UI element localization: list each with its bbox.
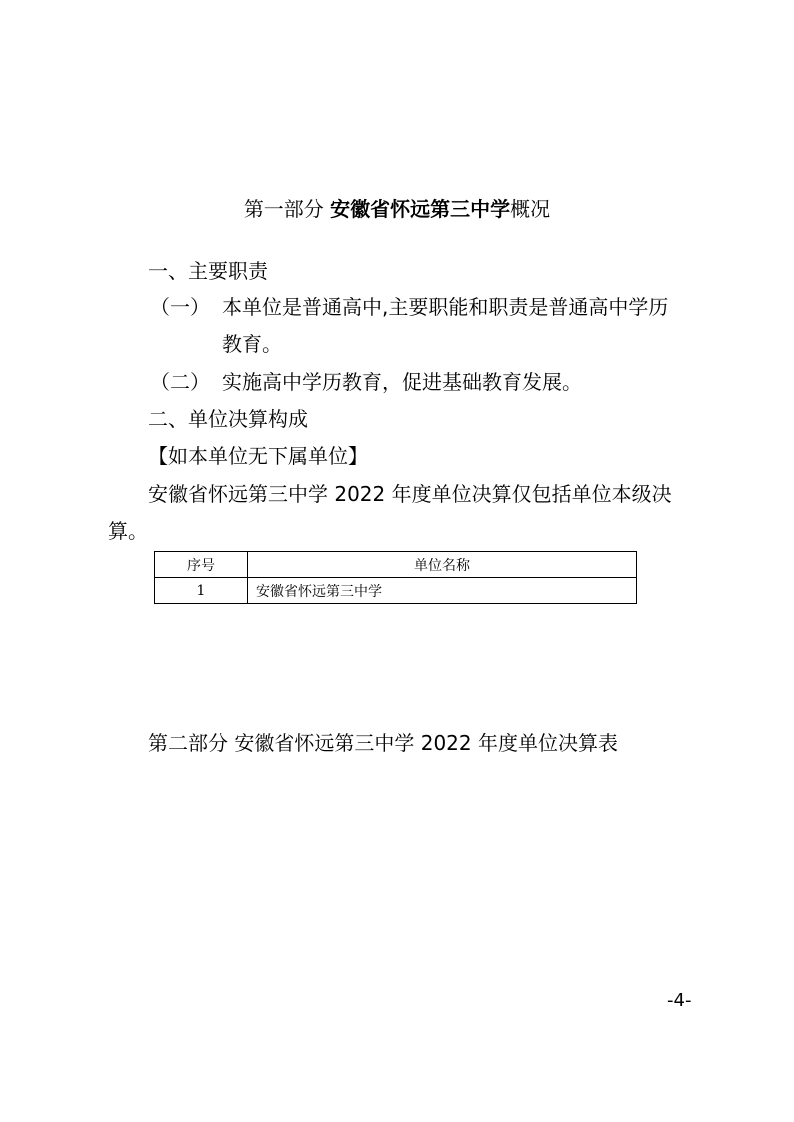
title-suffix: 概况 bbox=[510, 197, 551, 221]
duty-item-1-marker: （一） bbox=[150, 295, 210, 319]
table-cell-unit-name: 安徽省怀远第三中学 bbox=[248, 578, 637, 604]
table-header-unit-name: 单位名称 bbox=[248, 552, 637, 578]
page-title bbox=[0, 194, 794, 224]
section-heading-duties: 一、主要职责 bbox=[148, 259, 268, 283]
table-row bbox=[155, 578, 637, 604]
section-heading-composition: 二、单位决算构成 bbox=[148, 407, 308, 431]
duty-item-1-line-2: 教育。 bbox=[222, 332, 282, 356]
table-header-no: 序号 bbox=[155, 552, 248, 578]
title-prefix: 第一部分 bbox=[243, 197, 331, 221]
duty-item-1-line-1: 本单位是普通高中,主要职能和职责是普通高中学历 bbox=[222, 295, 669, 319]
title-unit: 安徽省怀远第三中学 bbox=[330, 197, 511, 221]
unit-table bbox=[154, 551, 637, 604]
composition-paragraph-line-1: 安徽省怀远第三中学 2022 年度单位决算仅包括单位本级决 bbox=[148, 482, 672, 506]
duty-item-2-text: 实施高中学历教育，促进基础教育发展。 bbox=[222, 370, 582, 394]
part-two-heading: 第二部分 安徽省怀远第三中学 2022 年度单位决算表 bbox=[148, 731, 618, 755]
table-cell-no: 1 bbox=[155, 578, 248, 604]
composition-paragraph-line-2: 算。 bbox=[108, 519, 148, 543]
table-header-row bbox=[155, 552, 637, 578]
page-number: -4- bbox=[667, 990, 692, 1011]
composition-note: 【如本单位无下属单位】 bbox=[148, 444, 368, 468]
duty-item-2-marker: （二） bbox=[150, 370, 210, 394]
